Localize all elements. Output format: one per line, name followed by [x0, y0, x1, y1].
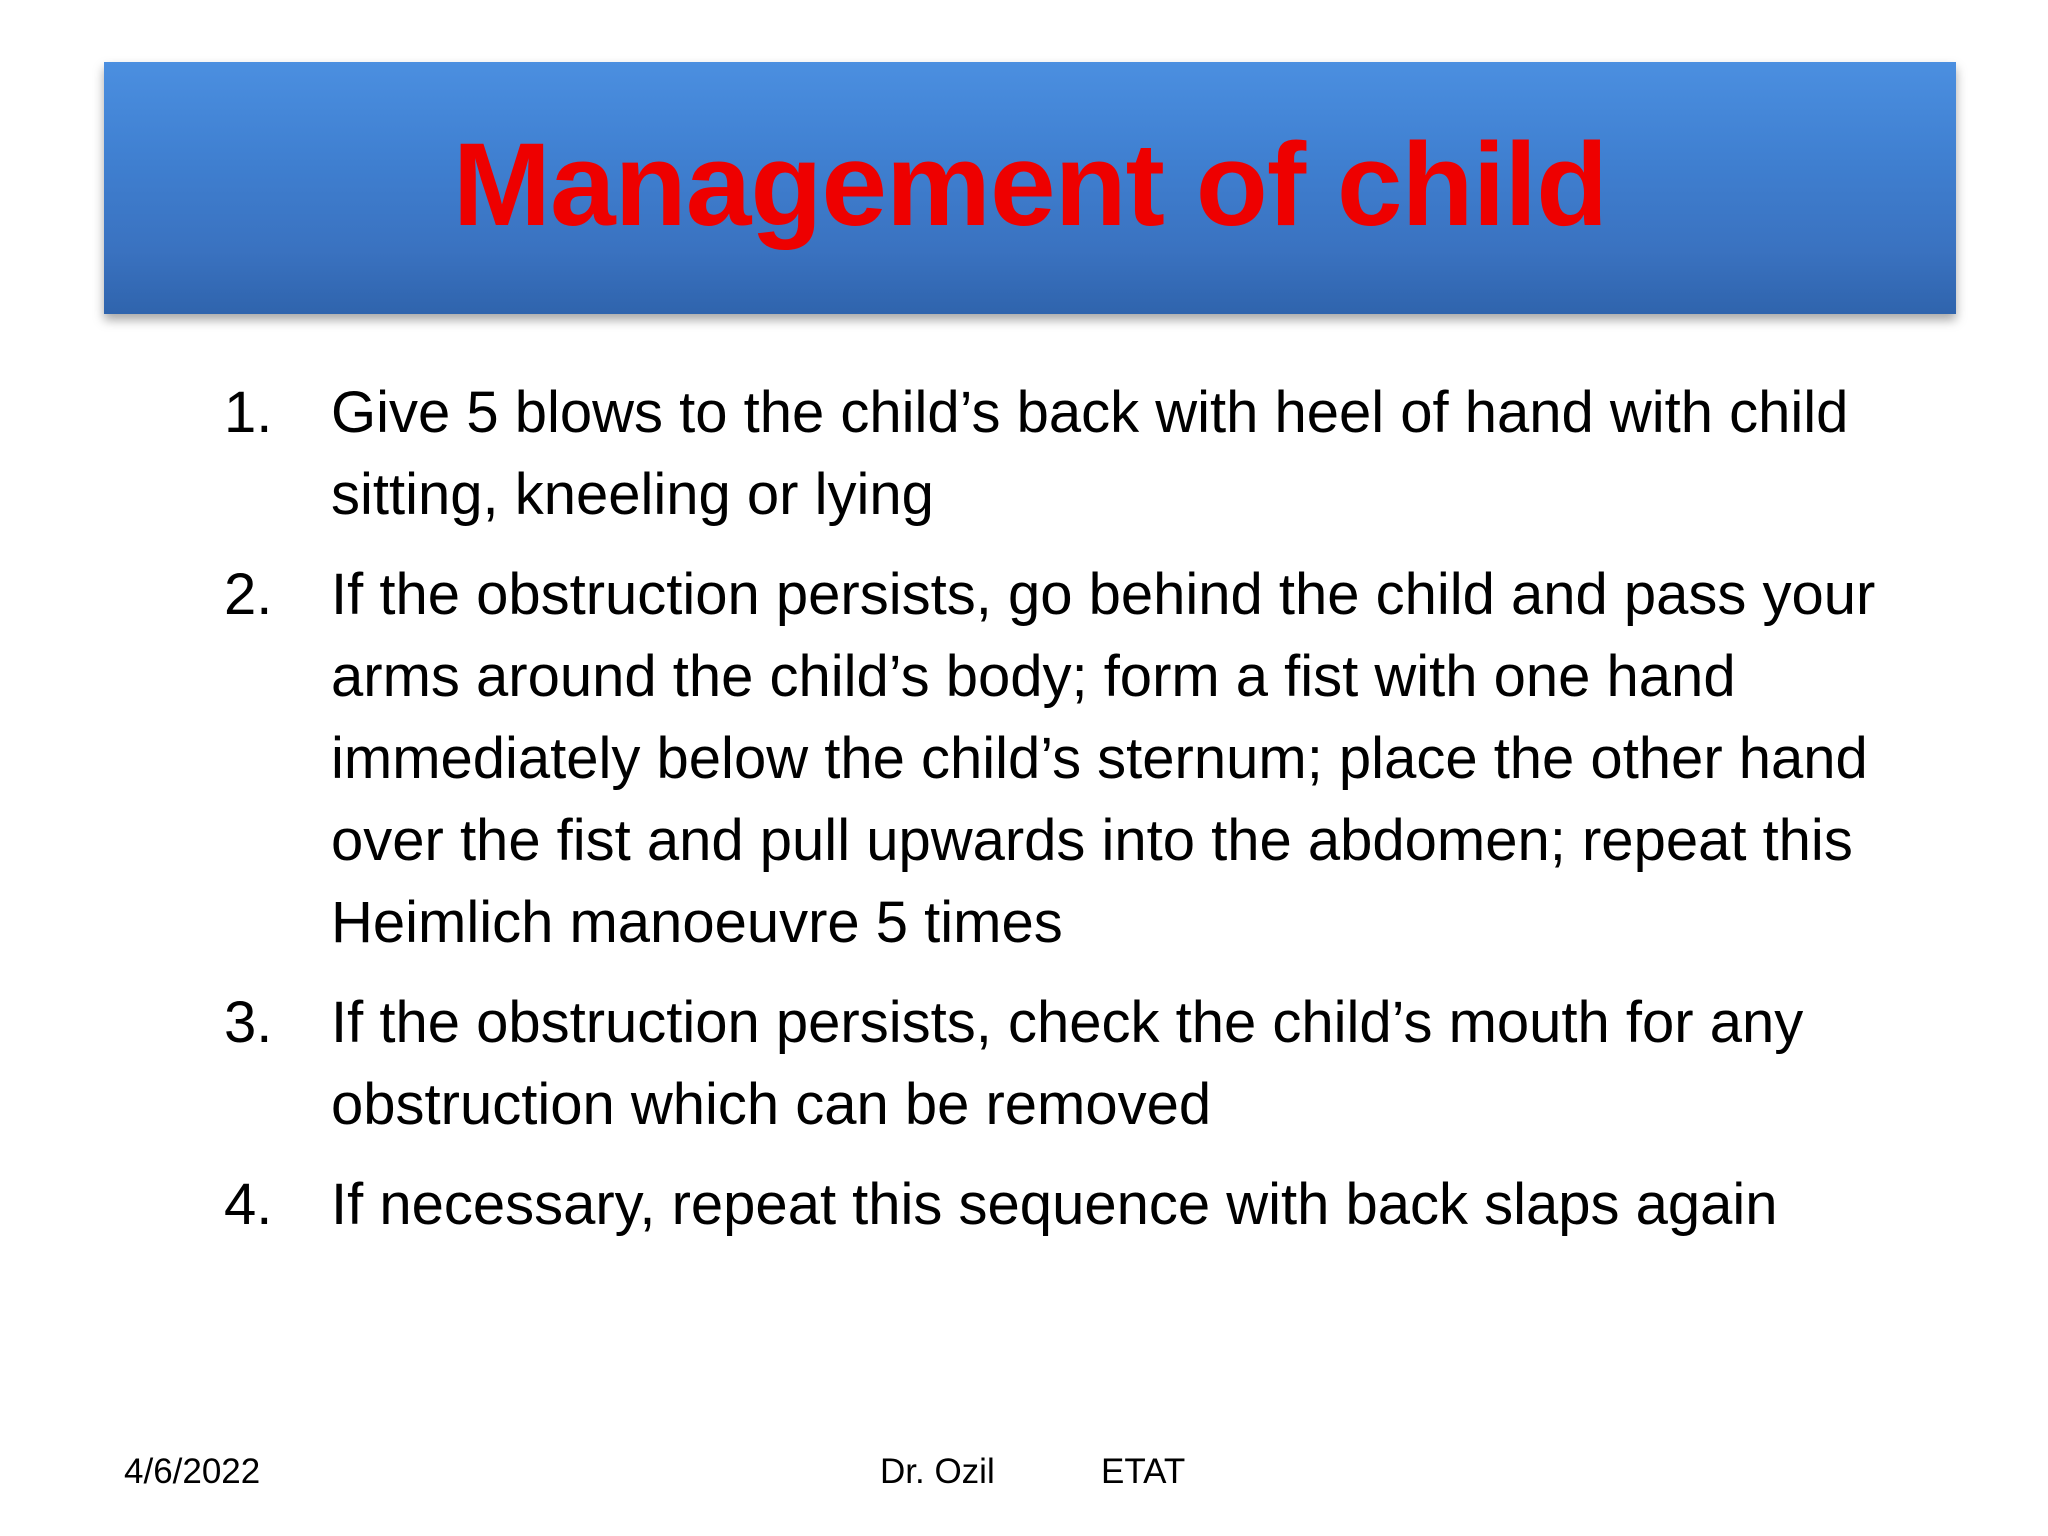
list-item-text: If necessary, repeat this sequence with back slaps again [331, 1172, 1778, 1237]
footer-author: Dr. Ozil [880, 1452, 995, 1491]
list-item-number: 2. [224, 562, 273, 627]
list-item-text: If the obstruction persists, go behind the child and pass your arms around the child’s body; form a fist with one hand immediately below the child’s sternum; place the other hand over the fist and pull upwards into the abdomen; repeat this Heimlich manoeuvre 5 times [331, 562, 1876, 955]
list-item-text: If the obstruction persists, check the child’s mouth for any obstruction which can be removed [331, 990, 1804, 1137]
list-item [224, 554, 1944, 964]
list-item-number: 4. [224, 1172, 273, 1237]
list-item [224, 982, 1944, 1146]
footer-date: 4/6/2022 [124, 1452, 261, 1491]
numbered-list [224, 372, 1944, 1264]
list-item-number: 3. [224, 990, 273, 1055]
list-item [224, 1164, 1944, 1246]
slide-title: Management of child [452, 119, 1608, 251]
title-bar [104, 62, 1956, 314]
list-item [224, 372, 1944, 536]
list-item-text: Give 5 blows to the child’s back with heel of hand with child sitting, kneeling or lying [331, 380, 1849, 527]
list-item-number: 1. [224, 380, 273, 445]
footer-topic: ETAT [1101, 1452, 1186, 1491]
